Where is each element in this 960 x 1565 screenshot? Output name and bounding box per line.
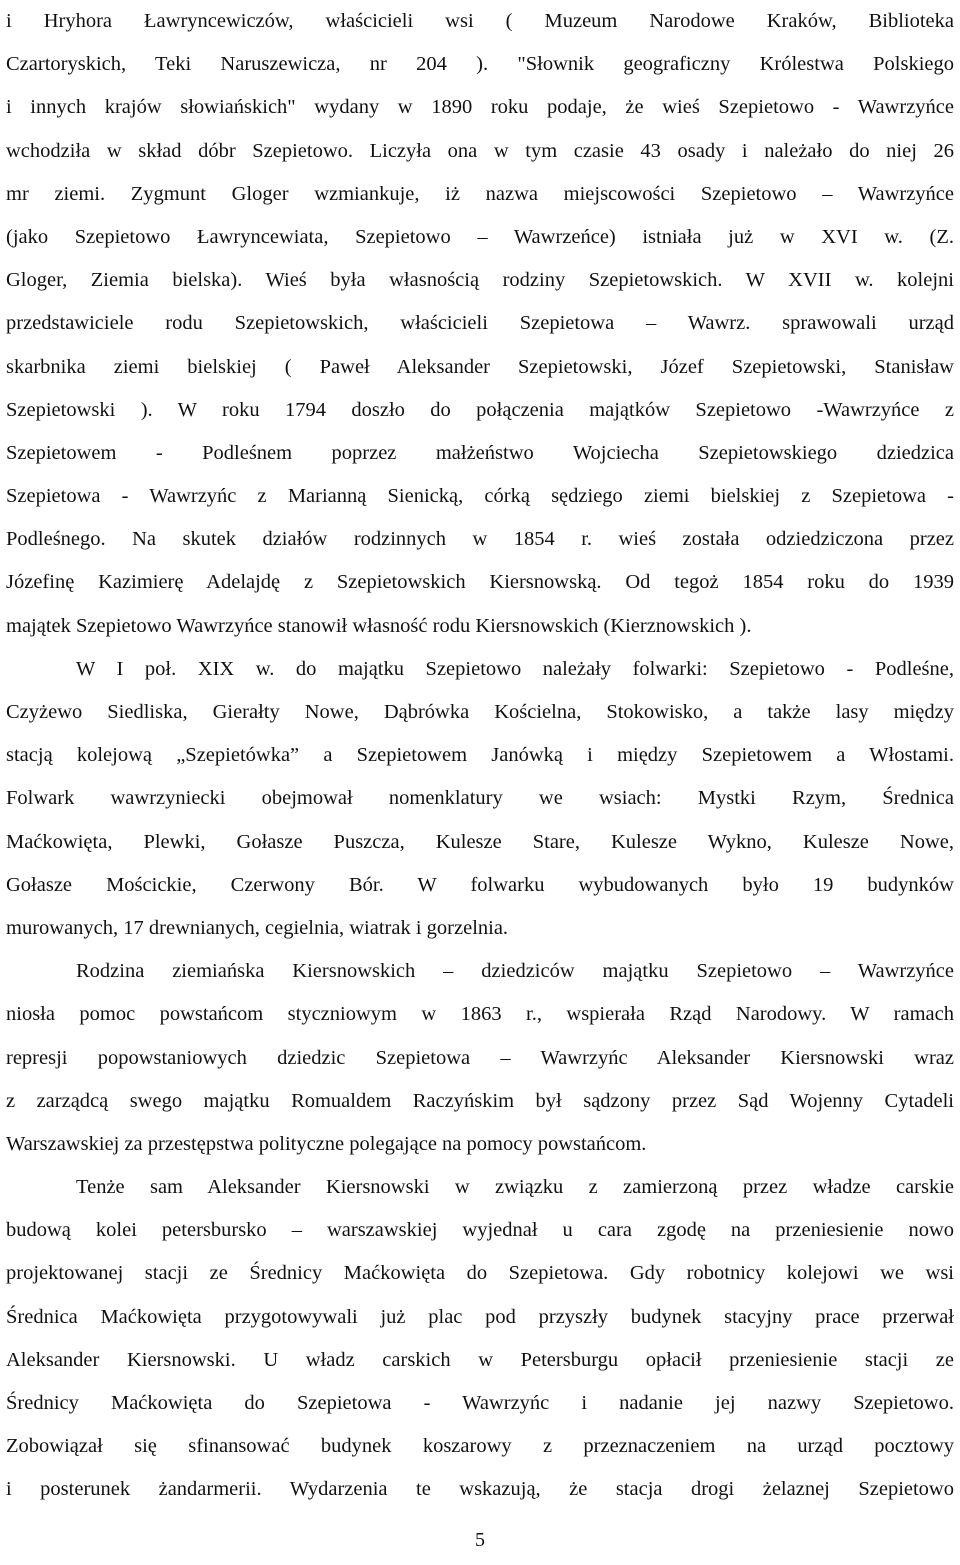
text-line: Józefinę Kazimierę Adelajdę z Szepietowskich Kiersnowską. Od tegoż 1854 roku do 1939	[6, 571, 954, 594]
text-line: represji popowstaniowych dziedzic Szepietowa – Wawrzyńc Aleksander Kiersnowski wraz	[6, 1046, 954, 1069]
text-line: Maćkowięta, Plewki, Gołasze Puszcza, Kulesze Stare, Kulesze Wykno, Kulesze Nowe,	[6, 830, 954, 853]
text-line: Folwark wawrzyniecki obejmował nomenklatury we wsiach: Mystki Rzym, Średnica	[6, 787, 954, 810]
text-line: Gołasze Mościckie, Czerwony Bór. W folwarku wybudowanych było 19 budynków	[6, 873, 954, 896]
page-number: 5	[475, 1529, 485, 1551]
text-line: i posterunek żandarmerii. Wydarzenia te wskazują, że stacja drogi żelaznej Szepietowo	[6, 1478, 954, 1501]
text-line: i Hryhora Ławryncewiczów, właścicieli wsi ( Muzeum Narodowe Kraków, Biblioteka	[6, 10, 954, 32]
text-line: Rodzina ziemiańska Kiersnowskich – dziedziców majątku Szepietowo – Wawrzyńce	[76, 960, 954, 983]
text-line: Warszawskiej za przestępstwa polityczne polegające na pomocy powstańcom.	[6, 1132, 647, 1155]
text-line: mr ziemi. Zygmunt Gloger wzmiankuje, iż nazwa miejscowości Szepietowo – Wawrzyńce	[6, 182, 954, 205]
text-line: budową kolei petersbursko – warszawskiej wyjednał u cara zgodę na przeniesienie nowo	[6, 1219, 954, 1242]
text-line: Tenże sam Aleksander Kiersnowski w związku z zamierzoną przez władze carskie	[76, 1176, 954, 1199]
text-line: Szepietowski ). W roku 1794 doszło do połączenia majątków Szepietowo -Wawrzyńce z	[6, 398, 954, 421]
text-line: projektowanej stacji ze Średnicy Maćkowięta do Szepietowa. Gdy robotnicy kolejowi we wsi	[6, 1262, 954, 1285]
text-line: (jako Szepietowo Ławryncewiata, Szepietowo – Wawrzeńce) istniała już w XVI w. (Z.	[6, 225, 954, 248]
text-line: z zarządcą swego majątku Romualdem Raczyńskim był sądzony przez Sąd Wojenny Cytadeli	[6, 1089, 954, 1112]
text-line: Średnicy Maćkowięta do Szepietowa - Wawrzyńc i nadanie jej nazwy Szepietowo.	[6, 1392, 954, 1414]
text-line: murowanych, 17 drewnianych, cegielnia, wiatrak i gorzelnia.	[6, 916, 509, 939]
text-line: stacją kolejową „Szepietówka” a Szepietowem Janówką i między Szepietowem a Włostami.	[6, 744, 954, 767]
text-line: Zobowiązał się sfinansować budynek koszarowy z przeznaczeniem na urząd pocztowy	[6, 1435, 954, 1458]
text-line: Szepietowa - Wawrzyńc z Marianną Sienicką, córką sędziego ziemi bielskiej z Szepietowa -	[6, 485, 954, 508]
text-line: Czyżewo Siedliska, Gierałty Nowe, Dąbrówka Kościelna, Stokowisko, a także lasy między	[6, 701, 954, 723]
text-line: wchodziła w skład dóbr Szepietowo. Liczyła ona w tym czasie 43 osady i należało do niej 26	[6, 139, 954, 162]
body-text	[6, 0, 954, 1512]
text-line: przedstawiciele rodu Szepietowskich, właścicieli Szepietowa – Wawrz. sprawowali urząd	[6, 312, 954, 335]
text-line: i innych krajów słowiańskich" wydany w 1890 roku podaje, że wieś Szepietowo - Wawrzyńce	[6, 96, 954, 119]
text-line: skarbnika ziemi bielskiej ( Paweł Aleksander Szepietowski, Józef Szepietowski, Stanisław	[6, 355, 954, 378]
text-line: W I poł. XIX w. do majątku Szepietowo należały folwarki: Szepietowo - Podleśne,	[76, 657, 954, 680]
text-line: Gloger, Ziemia bielska). Wieś była własnością rodziny Szepietowskich. W XVII w. kolejni	[6, 269, 954, 292]
text-line: majątek Szepietowo Wawrzyńce stanowił własność rodu Kiersnowskich (Kierznowskich ).	[6, 614, 752, 637]
text-line: Szepietowem - Podleśnem poprzez małżeństwo Wojciecha Szepietowskiego dziedzica	[6, 441, 954, 464]
text-line: Aleksander Kiersnowski. U władz carskich w Petersburgu opłacił przeniesienie stacji ze	[6, 1348, 954, 1371]
text-line: Czartoryskich, Teki Naruszewicza, nr 204 ). "Słownik geograficzny Królestwa Polskiego	[6, 53, 954, 76]
text-line: Podleśnego. Na skutek działów rodzinnych w 1854 r. wieś została odziedziczona przez	[6, 528, 954, 551]
text-line: niosła pomoc powstańcom styczniowym w 1863 r., wspierała Rząd Narodowy. W ramach	[6, 1003, 954, 1026]
text-line: Średnica Maćkowięta przygotowywali już plac pod przyszły budynek stacyjny prace przerwał	[6, 1305, 954, 1328]
